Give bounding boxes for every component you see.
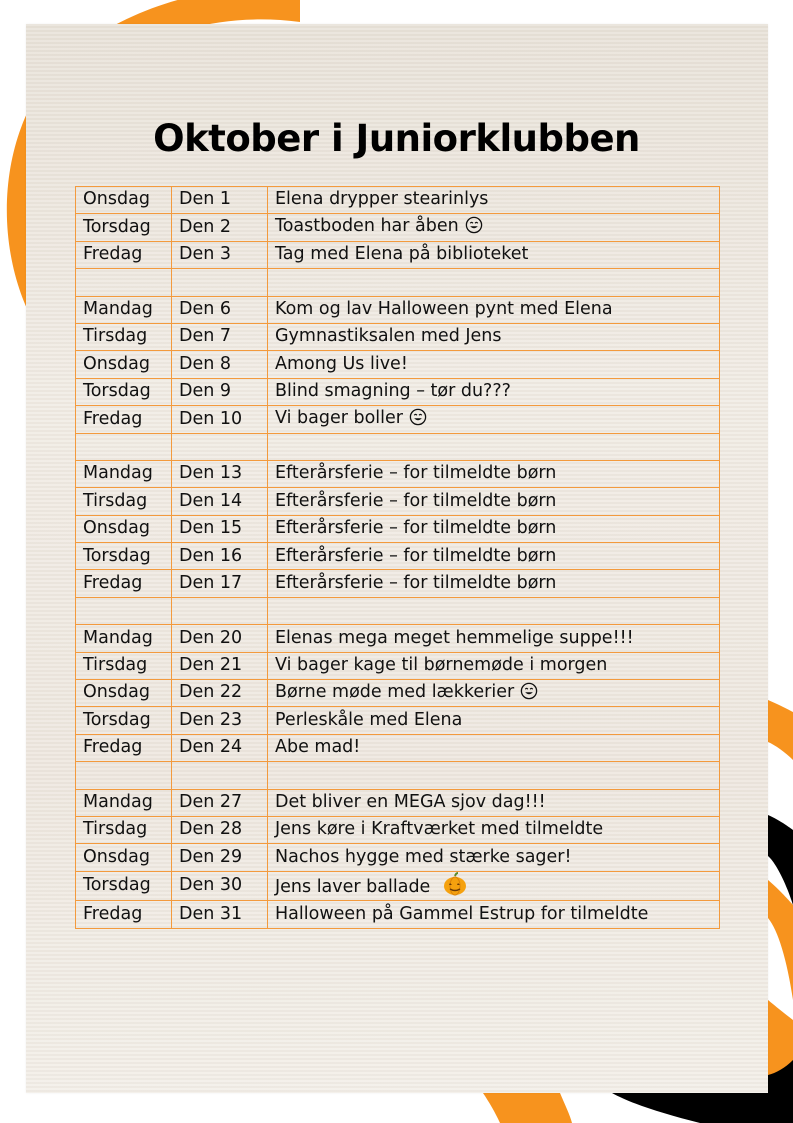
activity-cell [268,762,720,789]
activity-text: Toastboden har åben [275,216,459,237]
orange-swoosh-right-2 [768,880,793,1000]
activity-cell [268,351,720,378]
date-cell [172,762,268,789]
day-cell: Onsdag [76,187,172,214]
activity-text: Efterårsferie – for tilmeldte børn [275,463,557,484]
activity-cell [268,652,720,679]
day-cell: Onsdag [76,351,172,378]
day-cell: Mandag [76,460,172,487]
date-cell: Den 8 [172,351,268,378]
activity-cell [268,214,720,241]
activity-text: Jens køre i Kraftværket med tilmeldte [275,819,604,840]
smiley-icon [520,682,538,705]
activity-text: Børne møde med lækkerier [275,681,515,702]
table-row [76,901,720,928]
pumpkin-icon [442,872,468,901]
table-row [76,871,720,901]
activity-cell [268,378,720,405]
date-cell: Den 17 [172,570,268,597]
orange-swoosh-bottom [483,1093,572,1123]
table-row [76,707,720,734]
activity-text: Perleskåle med Elena [275,709,463,730]
day-cell [76,433,172,460]
activity-cell [268,597,720,624]
day-cell: Fredag [76,901,172,928]
activity-cell [268,789,720,816]
schedule-body [76,187,720,929]
table-row [76,323,720,350]
date-cell: Den 16 [172,543,268,570]
day-cell: Fredag [76,734,172,761]
table-row [76,762,720,789]
table-row [76,597,720,624]
date-cell: Den 28 [172,816,268,843]
day-cell: Tirsdag [76,488,172,515]
activity-text: Tag med Elena på biblioteket [275,244,529,265]
activity-cell [268,296,720,323]
date-cell: Den 20 [172,625,268,652]
date-cell: Den 29 [172,844,268,871]
orange-swoosh-right-1 [768,700,793,760]
date-cell: Den 15 [172,515,268,542]
day-cell: Fredag [76,570,172,597]
date-cell: Den 24 [172,734,268,761]
day-cell: Tirsdag [76,652,172,679]
date-cell: Den 1 [172,187,268,214]
activity-text: Efterårsferie – for tilmeldte børn [275,545,557,566]
date-cell: Den 30 [172,871,268,901]
smiley-icon [465,216,483,239]
table-row [76,269,720,296]
day-cell: Mandag [76,625,172,652]
day-cell: Mandag [76,296,172,323]
date-cell: Den 7 [172,323,268,350]
table-row [76,652,720,679]
table-row [76,844,720,871]
day-cell: Tirsdag [76,816,172,843]
activity-text: Blind smagning – tør du??? [275,381,511,402]
activity-cell [268,433,720,460]
date-cell [172,597,268,624]
day-cell: Onsdag [76,515,172,542]
activity-cell [268,323,720,350]
activity-cell [268,816,720,843]
date-cell: Den 13 [172,460,268,487]
activity-cell [268,680,720,707]
day-cell: Torsdag [76,214,172,241]
date-cell: Den 22 [172,680,268,707]
day-cell [76,762,172,789]
date-cell: Den 31 [172,901,268,928]
date-cell [172,269,268,296]
day-cell [76,269,172,296]
activity-text: Vi bager boller [275,408,403,429]
date-cell [172,433,268,460]
activity-text: Abe mad! [275,737,361,758]
activity-cell [268,241,720,268]
activity-text: Jens laver ballade [275,876,431,897]
day-cell: Onsdag [76,844,172,871]
table-row [76,680,720,707]
activity-cell [268,707,720,734]
activity-text: Kom og lav Halloween pynt med Elena [275,299,613,319]
activity-text: Elenas mega meget hemmelige suppe!!! [275,627,634,648]
activity-text: Vi bager kage til børnemøde i morgen [275,655,608,676]
table-row [76,296,720,323]
day-cell: Mandag [76,789,172,816]
table-row [76,187,720,214]
activity-cell [268,406,720,433]
table-row [76,816,720,843]
day-cell: Torsdag [76,543,172,570]
activity-cell [268,543,720,570]
date-cell: Den 2 [172,214,268,241]
activity-cell [268,734,720,761]
activity-text: Det bliver en MEGA sjov dag!!! [275,792,546,813]
activity-cell [268,570,720,597]
activity-cell [268,515,720,542]
activity-cell [268,625,720,652]
table-row [76,515,720,542]
activity-cell [268,901,720,928]
table-row [76,570,720,597]
table-row [76,406,720,433]
table-row [76,543,720,570]
table-row [76,734,720,761]
day-cell [76,597,172,624]
activity-text: Efterårsferie – for tilmeldte børn [275,518,557,539]
activity-text: Gymnastiksalen med Jens [275,326,502,347]
date-cell: Den 21 [172,652,268,679]
date-cell: Den 9 [172,378,268,405]
date-cell: Den 23 [172,707,268,734]
day-cell: Torsdag [76,707,172,734]
table-row [76,488,720,515]
day-cell: Fredag [76,406,172,433]
activity-text: Halloween på Gammel Estrup for tilmeldte [275,903,649,924]
activity-text: Efterårsferie – for tilmeldte børn [275,490,557,511]
day-cell: Tirsdag [76,323,172,350]
october-schedule-table [75,186,720,929]
activity-cell [268,488,720,515]
table-row [76,625,720,652]
activity-cell [268,871,720,901]
activity-text: Among Us live! [275,353,408,374]
table-row [76,214,720,241]
table-row [76,378,720,405]
activity-cell [268,269,720,296]
date-cell: Den 10 [172,406,268,433]
table-row [76,789,720,816]
smiley-icon [409,408,427,431]
activity-text: Nachos hygge med stærke sager! [275,846,572,867]
day-cell: Fredag [76,241,172,268]
table-row [76,351,720,378]
day-cell: Onsdag [76,680,172,707]
activity-cell [268,844,720,871]
date-cell: Den 6 [172,296,268,323]
activity-text: Elena drypper stearinlys [275,189,489,210]
date-cell: Den 14 [172,488,268,515]
page-title: Oktober i Juniorklubben [153,117,640,160]
day-cell: Torsdag [76,871,172,901]
table-row [76,433,720,460]
date-cell: Den 3 [172,241,268,268]
activity-text: Efterårsferie – for tilmeldte børn [275,572,557,593]
activity-cell [268,187,720,214]
date-cell: Den 27 [172,789,268,816]
table-row [76,460,720,487]
table-row [76,241,720,268]
day-cell: Torsdag [76,378,172,405]
activity-cell [268,460,720,487]
